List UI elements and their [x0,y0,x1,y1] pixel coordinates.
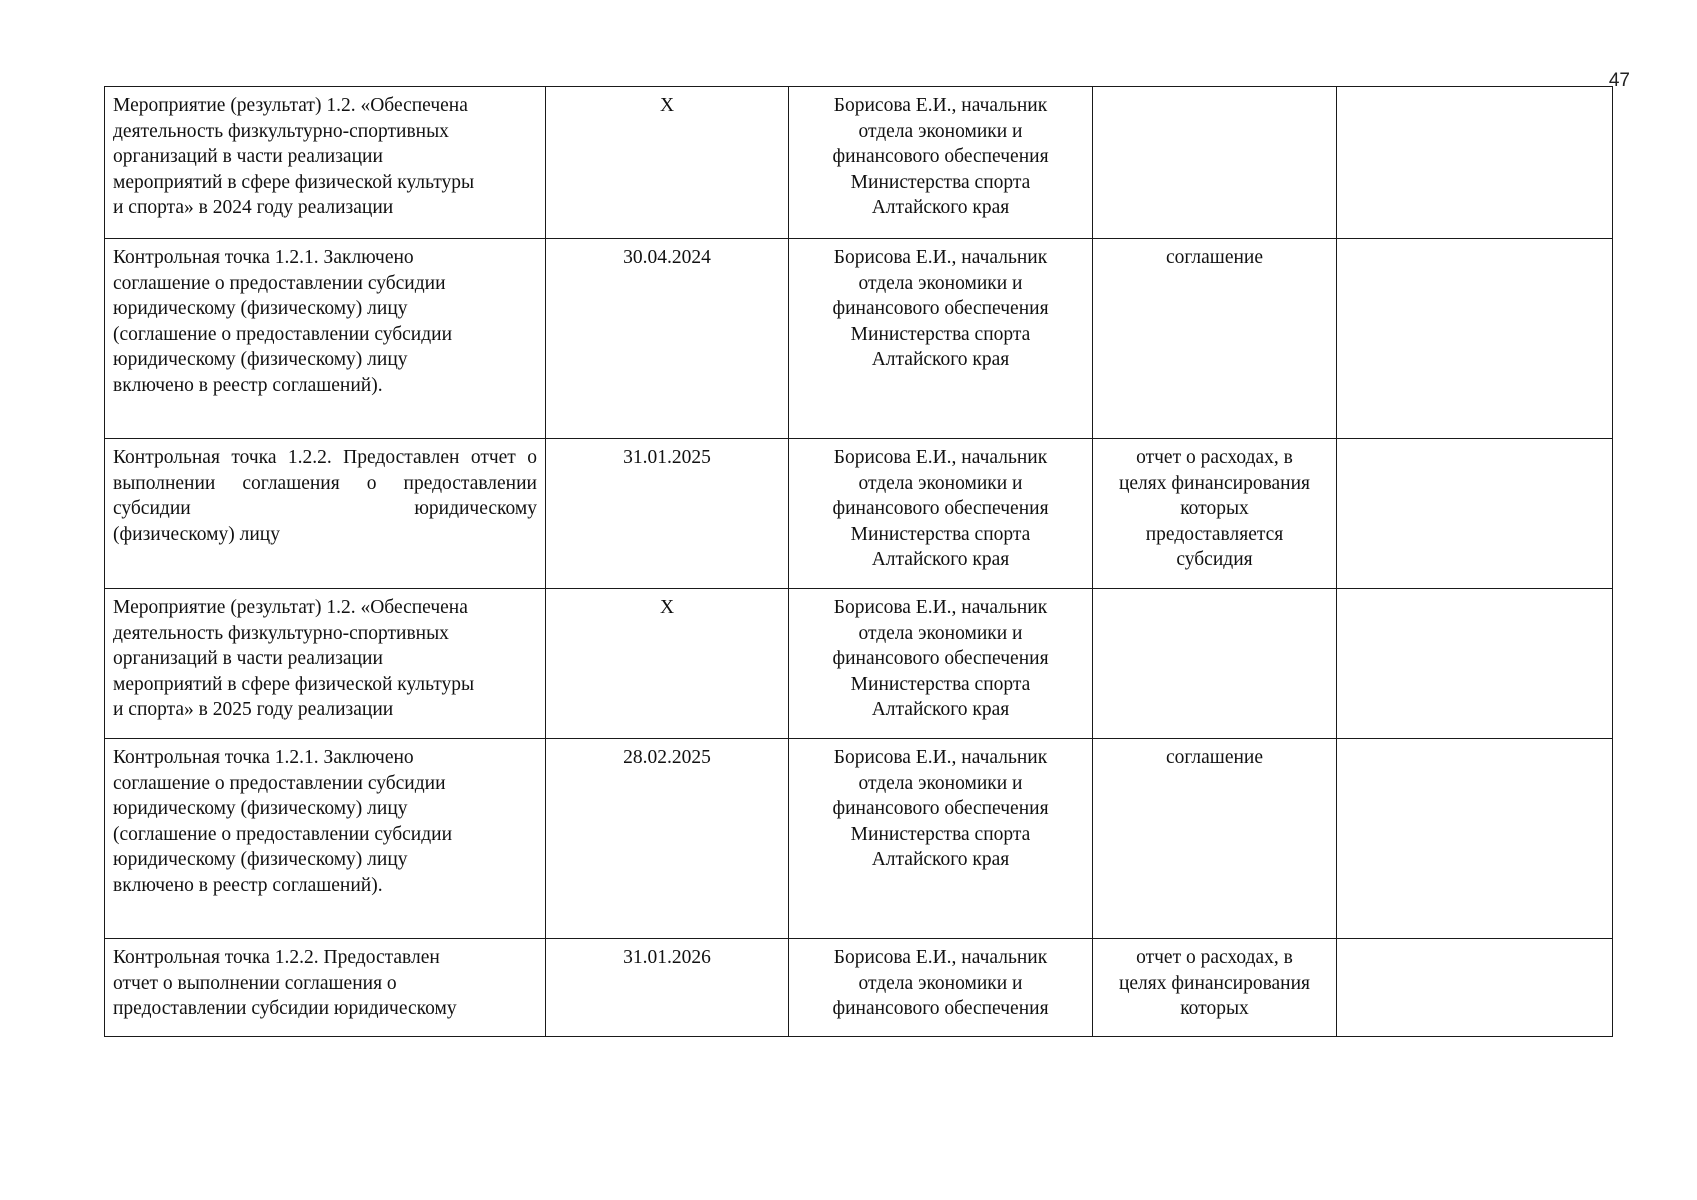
document-cell [1093,939,1337,1037]
confirming-document: соглашение [1166,747,1263,768]
extra-cell [1337,239,1613,439]
deadline-cell [546,939,789,1037]
event-name-last-line: (физическому) лицу [113,523,280,545]
table-row [105,739,1613,939]
table-row [105,939,1613,1037]
deadline: 31.01.2026 [623,947,711,968]
extra-cell [1337,739,1613,939]
confirming-document: отчет о расходах, в целях финансирования которых предоставляется субсидия [1118,447,1311,570]
deadline: 31.01.2025 [623,447,711,468]
page-number: 47 [1608,70,1630,91]
responsible-person: Борисова Е.И., начальник отдела экономики и финансового обеспечения [832,947,1049,1019]
deadline: 30.04.2024 [623,247,711,268]
event-name-cell [105,589,546,739]
responsible-person: Борисова Е.И., начальник отдела экономики и финансового обеспечения Министерства спорта Алтайского края [832,747,1049,870]
responsible-cell [789,87,1093,239]
event-name-cell [105,939,546,1037]
event-name-cell [105,739,546,939]
event-name-cell [105,87,546,239]
table-row [105,439,1613,589]
event-name: Мероприятие (результат) 1.2. «Обеспечена деятельность физкультурно-спортивных организаций в части реализации мероприятий в сфере физической культуры и спорта» в 2024 году реализации [113,95,475,218]
responsible-cell [789,739,1093,939]
responsible-person: Борисова Е.И., начальник отдела экономики и финансового обеспечения Министерства спорта Алтайского края [832,247,1049,370]
event-name: Контрольная точка 1.2.2. Предоставлен отчет о выполнении соглашения о предоставлении субсидии юридическому [113,947,457,1019]
confirming-document: соглашение [1166,247,1263,268]
extra-cell [1337,589,1613,739]
deadline: 28.02.2025 [623,747,711,768]
deadline-cell [546,239,789,439]
deadline: X [659,95,675,116]
deadline: X [659,597,675,618]
event-name-cell [105,239,546,439]
event-name: Контрольная точка 1.2.1. Заключено соглашение о предоставлении субсидии юридическому (физическому) лицу (соглашение о предоставлении субсидии юридическому (физическому) лицу включено в реестр соглашений). [113,247,453,396]
document-cell [1093,589,1337,739]
event-name-cell [105,439,546,589]
responsible-person: Борисова Е.И., начальник отдела экономики и финансового обеспечения Министерства спорта Алтайского края [832,447,1049,570]
responsible-cell [789,439,1093,589]
event-name: Контрольная точка 1.2.2. Предоставлен отчет о выполнении соглашения о предоставлении субсидии юридическому [113,447,537,519]
deadline-cell [546,739,789,939]
responsible-cell [789,589,1093,739]
confirming-document: отчет о расходах, в целях финансирования которых [1118,947,1311,1019]
responsible-cell [789,939,1093,1037]
table-row [105,87,1613,239]
deadline-cell [546,87,789,239]
event-name: Контрольная точка 1.2.1. Заключено соглашение о предоставлении субсидии юридическому (физическому) лицу (соглашение о предоставлении субсидии юридическому (физическому) лицу включено в реестр соглашений). [113,747,453,896]
control-points-table [104,86,1613,1037]
responsible-cell [789,239,1093,439]
table-row [105,239,1613,439]
document-cell [1093,87,1337,239]
document-cell [1093,439,1337,589]
responsible-person: Борисова Е.И., начальник отдела экономики и финансового обеспечения Министерства спорта Алтайского края [832,95,1049,218]
event-name: Мероприятие (результат) 1.2. «Обеспечена деятельность физкультурно-спортивных организаций в части реализации мероприятий в сфере физической культуры и спорта» в 2025 году реализации [113,597,475,720]
document-cell [1093,739,1337,939]
extra-cell [1337,87,1613,239]
responsible-person: Борисова Е.И., начальник отдела экономики и финансового обеспечения Министерства спорта Алтайского края [832,597,1049,720]
extra-cell [1337,439,1613,589]
deadline-cell [546,589,789,739]
extra-cell [1337,939,1613,1037]
document-cell [1093,239,1337,439]
deadline-cell [546,439,789,589]
table-row [105,589,1613,739]
